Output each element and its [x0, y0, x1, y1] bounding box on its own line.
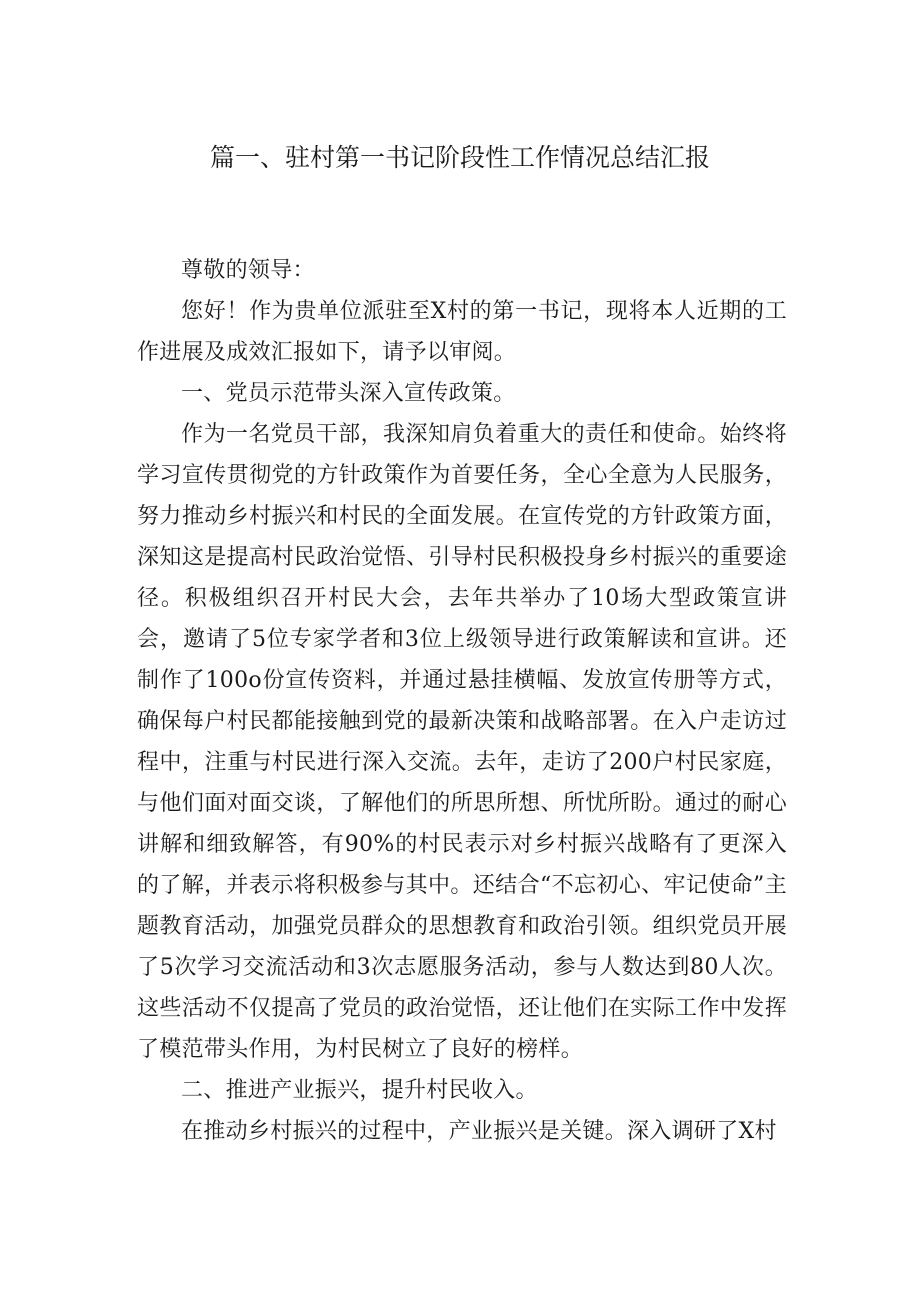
- paragraph-greeting: 您好！作为贵单位派驻至X村的第一书记，现将本人近期的工作进展及成效汇报如下，请予以审阅。: [137, 299, 787, 365]
- section-heading-1: 一、党员示范带头深入宣传政策。: [181, 381, 516, 406]
- document-title: 篇一、驻村第一书记阶段性工作情况总结汇报: [209, 143, 710, 172]
- paragraph-section-1: 作为一名党员干部，我深知肩负着重大的责任和使命。始终将学习宣传贯彻党的方针政策作为首要任务，全心全意为人民服务，努力推动乡村振兴和村民的全面发展。在宣传党的方针政策方面，深知这是提高村民政治觉悟、引导村民积极投身乡村振兴的重要途径。积极组织召开村民大会，去年共举办了10场大型政策宣讲会，邀请了5位专家学者和3位上级领导进行政策解读和宣讲。还制作了100o份宣传资料，并通过悬挂横幅、发放宣传册等方式，确保每户村民都能接触到党的最新决策和战略部署。在入户走访过程中，注重与村民进行深入交流。去年，走访了200户村民家庭，与他们面对面交谈，了解他们的所思所想、所忧所盼。通过的耐心讲解和细致解答，有90%的村民表示对乡村振兴战略有了更深入的了解，并表示将积极参与其中。还结合“不忘初心、牢记使命”主题教育活动，加强党员群众的思想教育和政治引领。组织党员开展了5次学习交流活动和3次志愿服务活动，参与人数达到80人次。这些活动不仅提高了党员的政治觉悟，还让他们在实际工作中发挥了模范带头作用，为村民树立了良好的榜样。: [137, 422, 787, 1062]
- salutation: 尊敬的领导：: [181, 258, 315, 283]
- section-heading-2: 二、推进产业振兴，提升村民收入。: [181, 1078, 538, 1103]
- paragraph-section-2: 在推动乡村振兴的过程中，产业振兴是关键。深入调研了X村: [181, 1119, 777, 1144]
- document-body: [137, 250, 787, 1152]
